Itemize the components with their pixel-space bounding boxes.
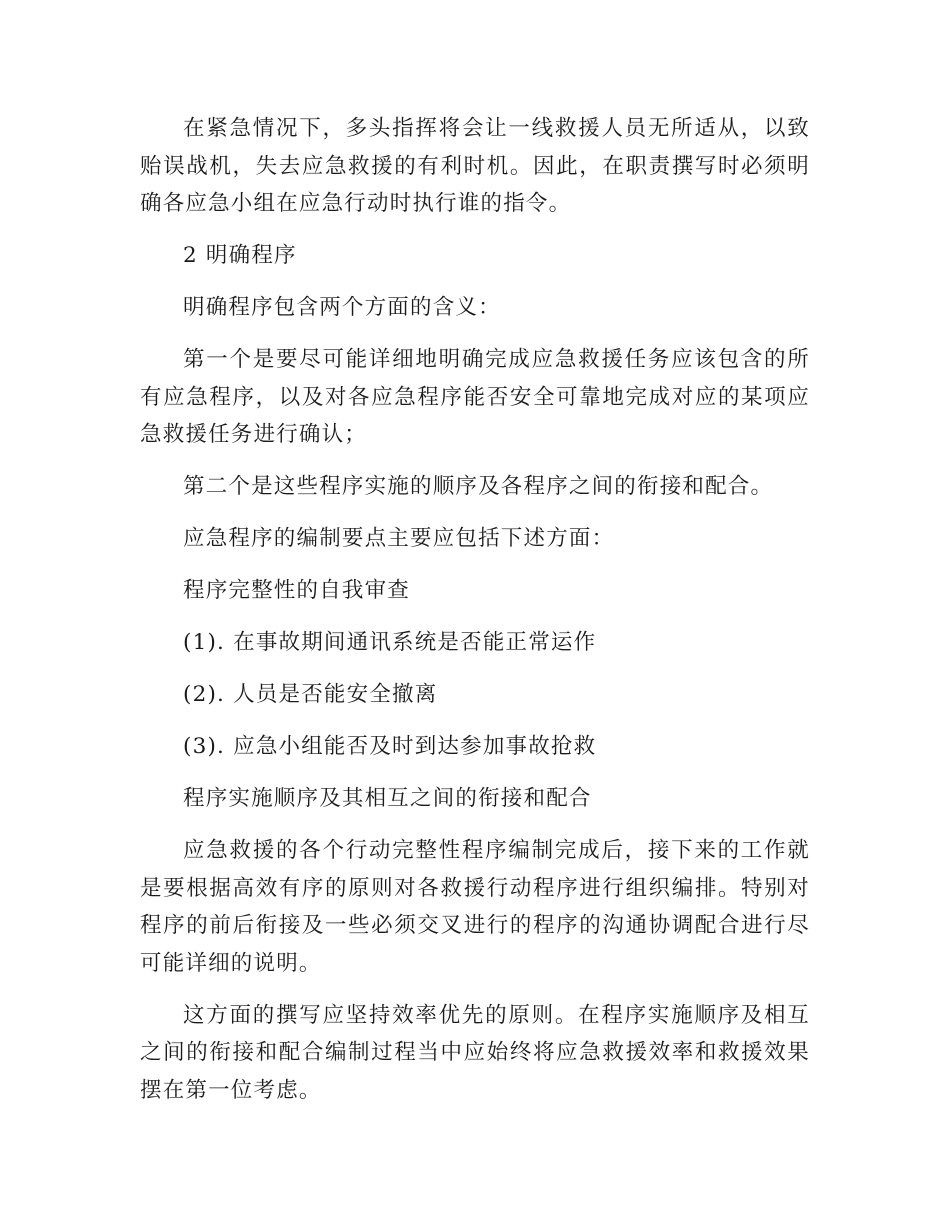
paragraph-organize-procedures: 应急救援的各个行动完整性程序编制完成后，接下来的工作就是要根据高效有序的原则对各救援行动程序进行组织编排。特别对程序的前后衔接及一些必须交叉进行的程序的沟通协调配合进行尽可能详细的说明。 [140, 838, 810, 976]
paragraph-procedure-meaning-intro: 明确程序包含两个方面的含义： [183, 295, 501, 320]
subheading-self-review: 程序完整性的自我审查 [183, 578, 411, 603]
list-item-communication: (1). 在事故期间通讯系统是否能正常运作 [183, 630, 597, 655]
paragraph-key-points-intro: 应急程序的编制要点主要应包括下述方面： [183, 526, 615, 551]
paragraph-command-chain: 在紧急情况下，多头指挥将会让一线救援人员无所适从，以致贻误战机，失去应急救援的有利时机。因此，在职责撰写时必须明确各应急小组在应急行动时执行谁的指令。 [140, 116, 810, 216]
paragraph-first-meaning: 第一个是要尽可能详细地明确完成应急救援任务应该包含的所有应急程序，以及对各应急程序能否安全可靠地完成对应的某项应急救援任务进行确认； [140, 347, 810, 447]
list-item-team-arrival: (3). 应急小组能否及时到达参加事故抢救 [183, 734, 597, 759]
subheading-sequence-coordination: 程序实施顺序及其相互之间的衔接和配合 [183, 786, 592, 811]
paragraph-efficiency-priority: 这方面的撰写应坚持效率优先的原则。在程序实施顺序及相互之间的衔接和配合编制过程当中应始终将应急救援效率和救援效果摆在第一位考虑。 [140, 1002, 810, 1103]
list-item-evacuation: (2). 人员是否能安全撤离 [183, 682, 438, 707]
paragraph-second-meaning: 第二个是这些程序实施的顺序及各程序之间的衔接和配合。 [183, 474, 774, 499]
section-heading-clear-procedures: 2 明确程序 [183, 243, 297, 268]
